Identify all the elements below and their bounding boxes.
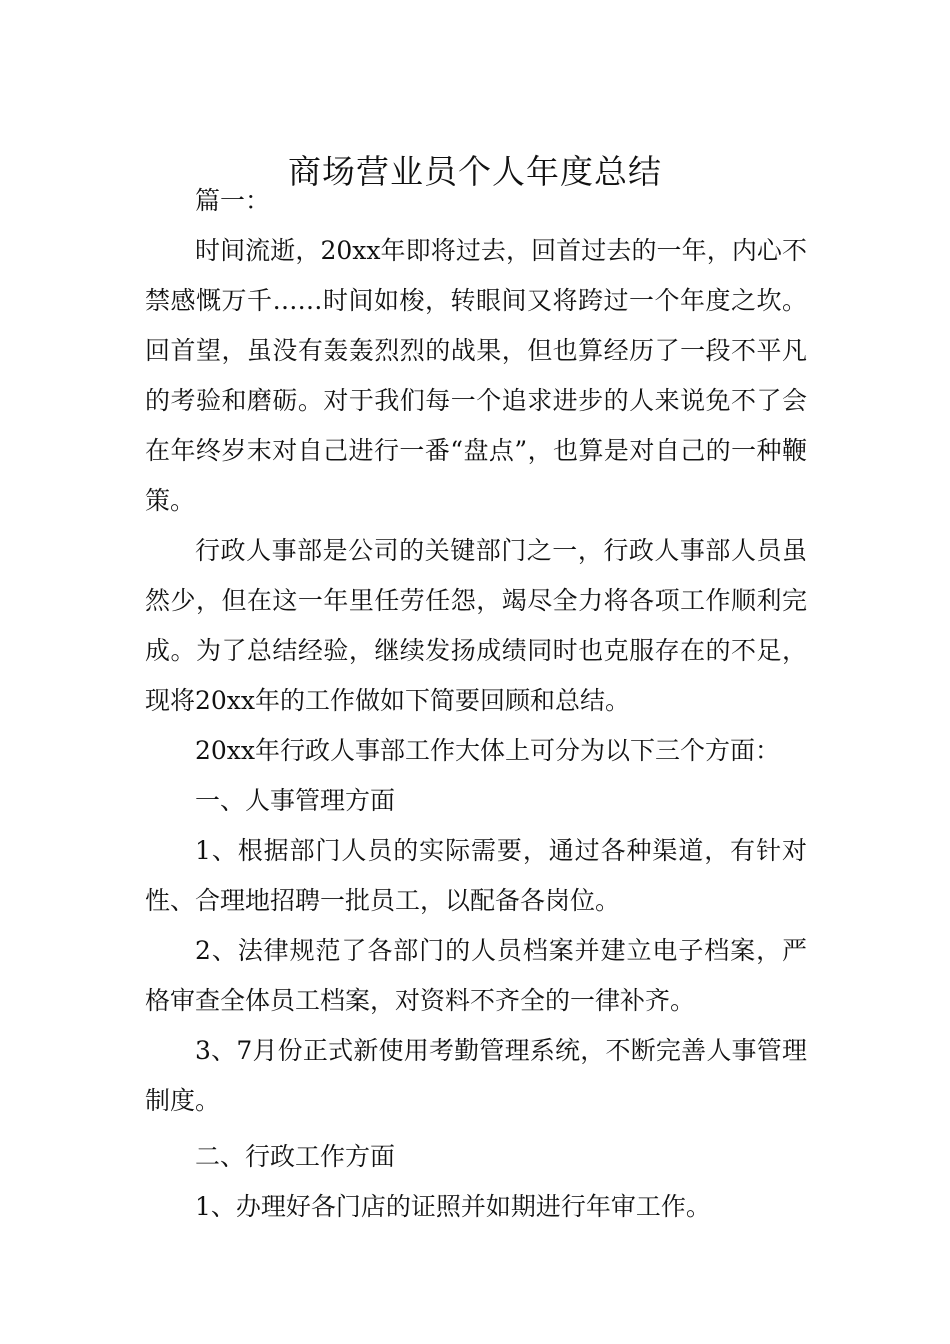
heading-administration: 二、行政工作方面 xyxy=(195,1142,396,1171)
list-item-licenses: 1、办理好各门店的证照并如期进行年审工作。 xyxy=(195,1192,711,1221)
section-label: 篇一： xyxy=(195,186,271,215)
heading-personnel: 一、人事管理方面 xyxy=(195,786,396,815)
list-item-attendance: 3、7月份正式新使用考勤管理系统，不断完善人事管理制度。 xyxy=(145,1036,807,1115)
paragraph-intro: 时间流逝，20xx年即将过去，回首过去的一年，内心不禁感慨万千……时间如梭，转眼间又将跨过一个年度之坎。回首望，虽没有轰轰烈烈的战果，但也算经历了一段不平凡的考验和磨砺。对于我们每一个追求进步的人来说免不了会在年终岁末对自己进行一番“盘点”，也算是对自己的一种鞭策。 xyxy=(145,236,807,515)
document-title: 商场营业员个人年度总结 xyxy=(288,152,662,192)
paragraph-overview: 20xx年行政人事部工作大体上可分为以下三个方面： xyxy=(195,736,781,765)
paragraph-department: 行政人事部是公司的关键部门之一，行政人事部人员虽然少，但在这一年里任劳任怨，竭尽全力将各项工作顺利完成。为了总结经验，继续发扬成绩同时也克服存在的不足，现将20xx年的工作做如下简要回顾和总结。 xyxy=(145,536,807,715)
list-item-archives: 2、法律规范了各部门的人员档案并建立电子档案，严格审查全体员工档案，对资料不齐全的一律补齐。 xyxy=(145,936,807,1015)
list-item-recruiting: 1、根据部门人员的实际需要，通过各种渠道，有针对性、合理地招聘一批员工，以配备各岗位。 xyxy=(145,836,807,915)
document-body xyxy=(145,176,807,1232)
